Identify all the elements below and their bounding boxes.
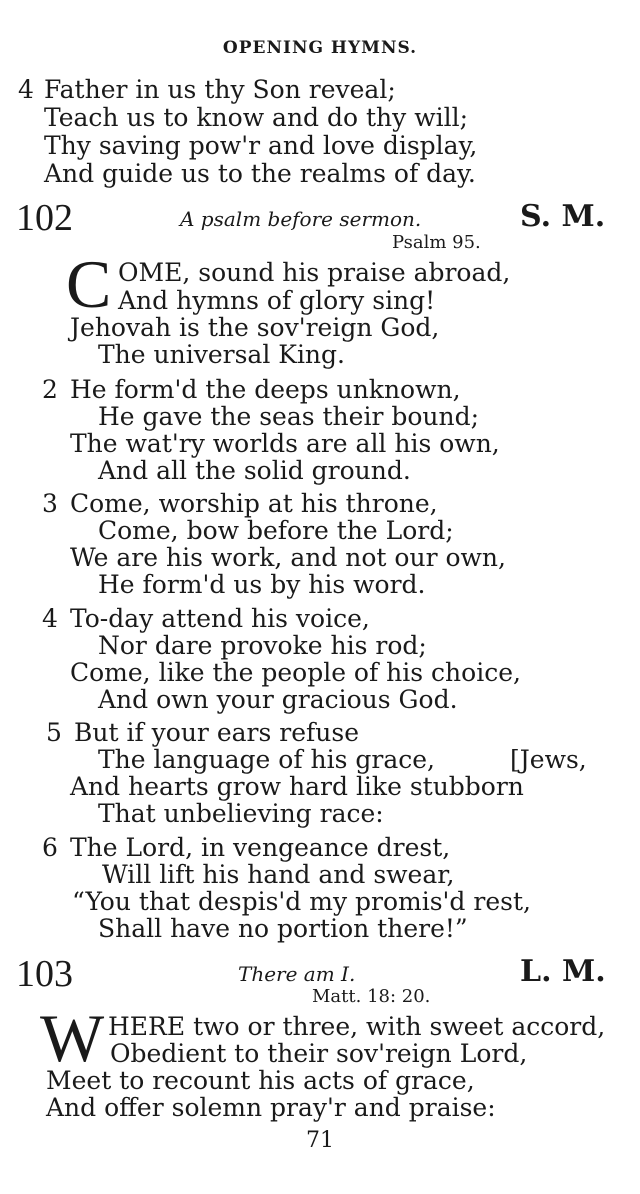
verse-line: OME, sound his praise abroad, — [118, 258, 511, 287]
verse-line: Shall have no portion there!” — [98, 914, 468, 943]
verse-line: Thy saving pow'r and love display, — [44, 131, 478, 160]
verse-line: Will lift his hand and swear, — [102, 860, 455, 889]
verse-line: He form'd the deeps unknown, — [70, 375, 461, 404]
verse-line: And offer solemn pray'r and praise: — [46, 1093, 496, 1122]
verse-line: He gave the seas their bound; — [98, 402, 480, 431]
hymn-meter: S. M. — [520, 199, 606, 234]
verse-line: The wat'ry worlds are all his own, — [70, 429, 500, 458]
stanza-number: 6 — [42, 833, 58, 862]
stanza-number: 2 — [42, 375, 58, 404]
verse-line: Nor dare provoke his rod; — [98, 631, 427, 660]
verse-line: Father in us thy Son reveal; — [44, 75, 396, 104]
drop-cap: C — [66, 246, 112, 322]
stanza-number: 4 — [18, 75, 34, 104]
verse-line: Meet to recount his acts of grace, — [46, 1066, 475, 1095]
hymn-meter: L. M. — [520, 954, 606, 989]
verse-line: Jehovah is the sov'reign God, — [70, 313, 440, 342]
verse-line: To-day attend his voice, — [70, 604, 370, 633]
scripture-reference: Psalm 95. — [392, 232, 481, 253]
verse-line: And guide us to the realms of day. — [44, 159, 476, 188]
verse-line: Come, bow before the Lord; — [98, 516, 454, 545]
verse-line: We are his work, and not our own, — [70, 543, 506, 572]
drop-cap: W — [40, 1000, 105, 1076]
hymn-number: 103 — [16, 953, 73, 995]
verse-line: The language of his grace, — [98, 745, 435, 774]
page-number: 71 — [306, 1128, 334, 1153]
verse-line: That unbelieving race: — [98, 799, 384, 828]
hymn-title: A psalm before sermon. — [180, 207, 422, 231]
verse-line: Obedient to their sov'reign Lord, — [110, 1039, 528, 1068]
hymn-title: There am I. — [238, 962, 356, 986]
verse-line: The universal King. — [98, 340, 345, 369]
verse-line: But if your ears refuse — [74, 718, 359, 747]
verse-line: And all the solid ground. — [98, 456, 411, 485]
hymn-number: 102 — [16, 197, 73, 239]
running-header: OPENING HYMNS. — [222, 38, 418, 58]
verse-line: Come, like the people of his choice, — [70, 658, 521, 687]
verse-line: Come, worship at his throne, — [70, 489, 438, 518]
stanza-number: 5 — [46, 718, 62, 747]
verse-line: And own your gracious God. — [98, 685, 458, 714]
verse-line: He form'd us by his word. — [98, 570, 426, 599]
stanza-number: 3 — [42, 489, 58, 518]
verse-line: “You that despis'd my promis'd rest, — [72, 887, 531, 916]
overflow-word: [Jews, — [510, 745, 587, 774]
verse-line: Teach us to know and do thy will; — [44, 103, 469, 132]
verse-line: And hymns of glory sing! — [118, 286, 436, 315]
verse-line: HERE two or three, with sweet accord, — [108, 1012, 606, 1041]
verse-line: And hearts grow hard like stubborn — [70, 772, 524, 801]
scripture-reference: Matt. 18: 20. — [312, 986, 431, 1007]
stanza-number: 4 — [42, 604, 58, 633]
verse-line: The Lord, in vengeance drest, — [70, 833, 451, 862]
